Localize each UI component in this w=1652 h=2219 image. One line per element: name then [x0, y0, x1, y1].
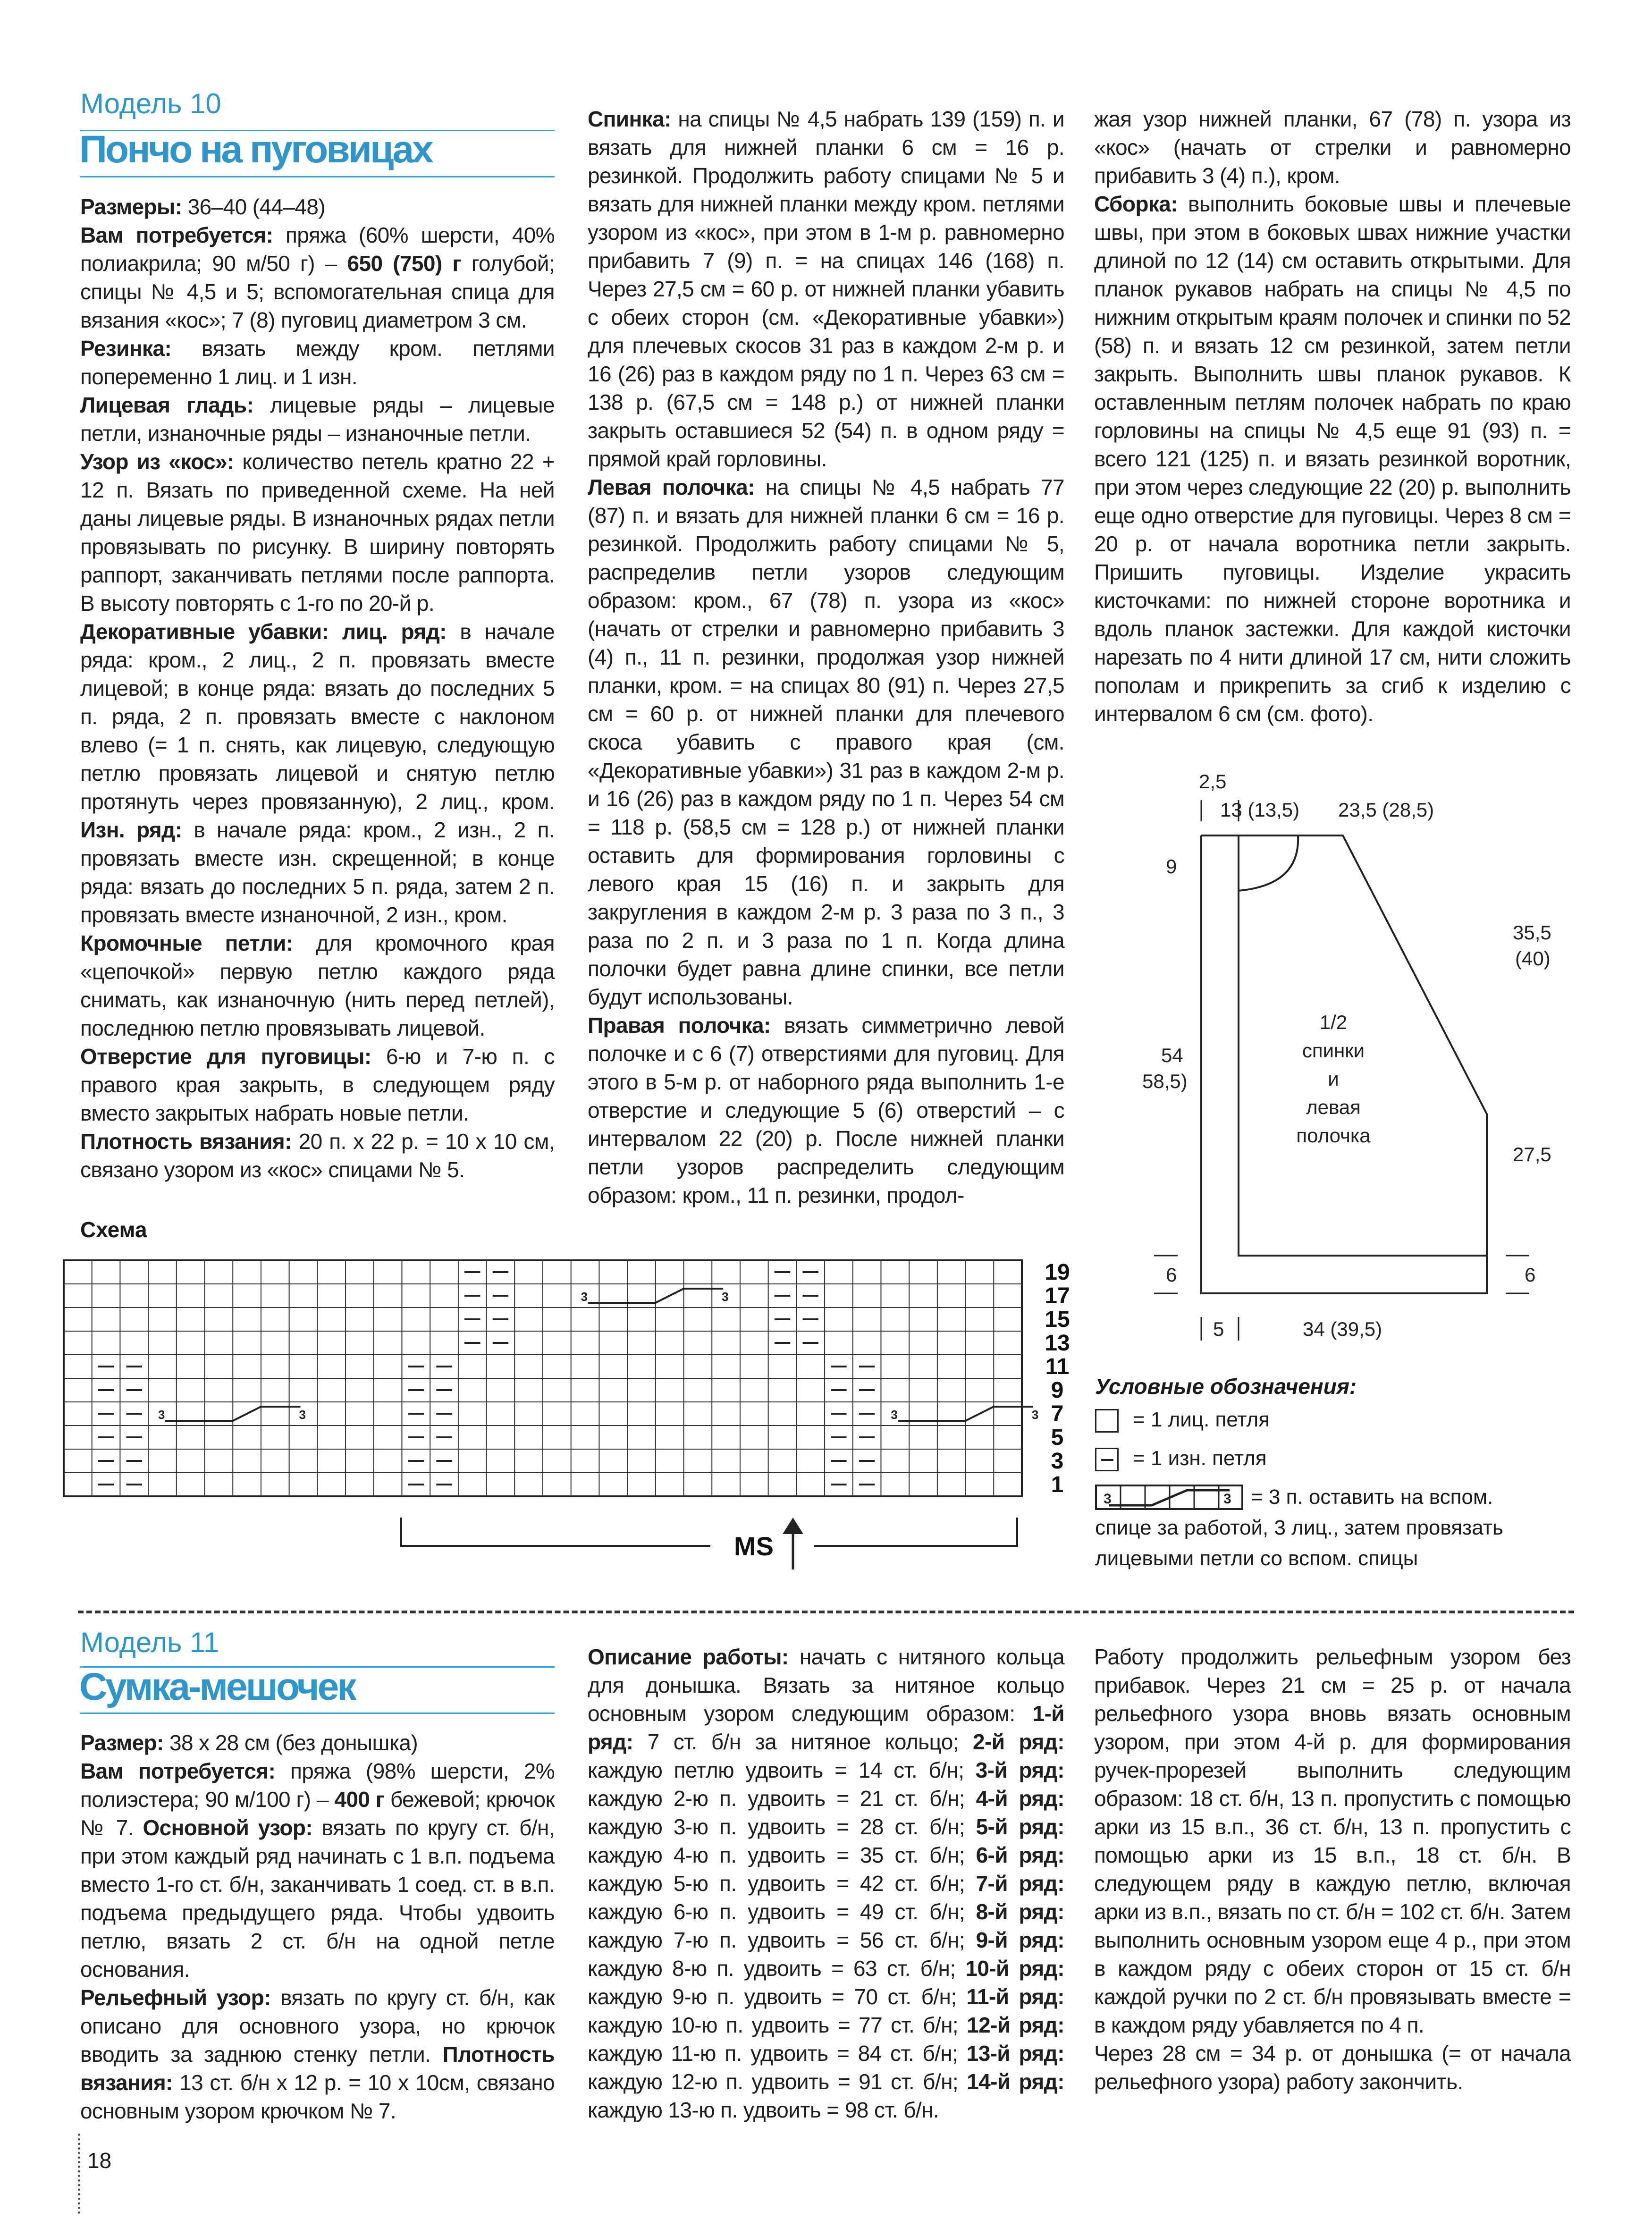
dim-top-c: 23,5 (28,5): [1338, 799, 1434, 821]
knit-stitch-symbol: [1095, 1409, 1119, 1433]
paragraph-text: на спицы № 4,5 набрать 139 (159) п. и вязать для нижней планки 6 см = 16 р. резинкой. Продолжить работу спицами № 5 и вязать для нижней планки между кром. петлями узором из «кос», при этом в 1-м р. равномерно прибавить 7 (9) п. = на спицах 146 (168) п. Через 27,5 см = 60 р. от нижней планки убавить с обеих сторон (см. «Декоративные убавки») для плечевых скосов 31 раз в каждом 2-м р. и 16 (26) раз в каждом ряду по 1 п. Через 63 см = 138 р. (67,5 см = 148 р.) от нижней планки закрыть оставшиеся 52 (54) п. в одном ряду = прямой край горловины.: [588, 107, 1064, 471]
bold-term: Рельефный узор:: [80, 1985, 271, 2010]
paragraph: [588, 1643, 1064, 2124]
model11-column-1: [80, 1729, 555, 2125]
bold-term: Изн. ряд:: [80, 818, 182, 842]
paragraph: [80, 1127, 555, 1184]
schema-row-number: 13: [1045, 1331, 1070, 1356]
legend-title: Условные обозначения:: [1095, 1374, 1357, 1399]
paragraph-text: каждую петлю удвоить = 14 ст. б/н;: [588, 1758, 976, 1782]
bold-term: Плотность вязания:: [80, 2042, 555, 2095]
paragraph-text: каждую 3-ю п. удвоить = 28 ст. б/н;: [588, 1814, 976, 1839]
paragraph: [80, 193, 555, 221]
cable-symbol-num-right: 3: [1223, 1491, 1231, 1507]
bold-term: 14-й ряд:: [967, 2069, 1065, 2094]
dim-bottom-b: 34 (39,5): [1303, 1318, 1382, 1340]
paragraph-text: пряжа (98% шерсти, 2% полиэстера; 90 м/100 г) –: [80, 1759, 555, 1812]
cable-count-label: 3: [891, 1408, 898, 1422]
paragraph-text: 7 ст. б/н за нитяное кольцо;: [633, 1730, 973, 1754]
paragraph: [588, 473, 1064, 1011]
dim-top-b: 13 (13,5): [1220, 799, 1300, 821]
paragraph-text: количество петель кратно 22 + 12 п. Вязать по приведенной схеме. На ней даны лицевые ряды. В изнаночных рядах петли провязывать по рисунку. В ширину повторять раппорт, заканчивать петлями после раппорта. В высоту повторять с 1-го по 20-й р.: [80, 449, 555, 616]
schema-row-number: 9: [1051, 1378, 1064, 1403]
paragraph: [80, 1042, 555, 1127]
legend-cable-2: спице за работой, 3 лиц., затем провязать: [1095, 1516, 1503, 1539]
section-divider: [78, 1611, 1574, 1613]
paragraph-text: каждую 5-ю п. удвоить = 42 ст. б/н;: [588, 1871, 976, 1896]
paragraph: [588, 1011, 1064, 1209]
paragraph-text: Через 28 см = 34 р. от донышка (= от начала рельефного узора) работу закончить.: [1094, 2041, 1571, 2094]
schema-ms-bracket: [401, 1518, 1017, 1569]
diagram-center-3: и: [1328, 1068, 1339, 1090]
dim-right-a2: (40): [1515, 947, 1551, 970]
legend-cable-1: = 3 п. оставить на вспом.: [1251, 1485, 1493, 1509]
bold-term: 2-й ряд:: [973, 1730, 1065, 1754]
dim-right-b: 27,5: [1513, 1143, 1551, 1165]
bold-term: Основной узор:: [143, 1815, 313, 1840]
paragraph-text: 6-ю и 7-ю п. с правого края закрыть, в следующем ряду вместо закрытых набрать новые петли.: [80, 1044, 555, 1125]
bold-term: Вам потребуется:: [80, 223, 273, 247]
dim-left-b: 54: [1161, 1044, 1183, 1066]
paragraph-text: 38 х 28 см (без донышка): [163, 1730, 418, 1755]
paragraph-text: для кромочного края «цепочкой» первую петлю каждого ряда снимать, как изнаночную (нить перед петлей), последнюю петлю провязывать лицевой.: [80, 931, 555, 1040]
purl-stitch-symbol: [1095, 1448, 1119, 1471]
paragraph: [1094, 1643, 1571, 2039]
paragraph-text: пряжа (60% шерсти, 40% полиакрила; 90 м/50 г) –: [80, 223, 555, 276]
paragraph: [80, 929, 555, 1042]
schema-row-number: 1: [1051, 1472, 1064, 1497]
bold-term: 5-й ряд:: [976, 1814, 1064, 1839]
paragraph-text: каждую 9-ю п. удвоить = 70 ст. б/н;: [588, 1984, 967, 2009]
diagram-center-2: спинки: [1302, 1039, 1365, 1062]
cable-count-label: 3: [722, 1290, 729, 1304]
bold-term: Левая полочка:: [588, 475, 755, 499]
paragraph-text: лицевые ряды – лицевые петли, изнаночные ряды – изнаночные петли.: [80, 393, 555, 446]
paragraph-text: начать с нитяного кольца для донышка. Вязать за нитяное кольцо основным узором следующим образом:: [588, 1645, 1064, 1726]
dim-left-c: 6: [1166, 1264, 1177, 1286]
cable-symbol-num-left: 3: [1104, 1491, 1112, 1507]
dim-left-a: 9: [1166, 855, 1177, 877]
paragraph: [80, 617, 555, 929]
bold-term: Сборка:: [1094, 192, 1178, 216]
bold-term: Вам потребуется:: [80, 1759, 276, 1783]
schema-row-number: 7: [1051, 1401, 1064, 1426]
dim-bottom-a: 5: [1213, 1318, 1224, 1340]
schema-row-number: 11: [1045, 1354, 1070, 1379]
legend-purl: = 1 изн. петля: [1133, 1447, 1267, 1470]
model10-column-3: [1094, 105, 1571, 728]
paragraph-text: каждую 13-ю п. удвоить = 98 ст. б/н.: [588, 2098, 939, 2122]
bold-term: Отверстие для пуговицы:: [80, 1044, 371, 1069]
bold-term: Кромочные петли:: [80, 931, 293, 955]
bold-term: Размеры:: [80, 194, 182, 219]
schema-ms-label: MS: [734, 1531, 774, 1561]
schema-row-number: 17: [1045, 1283, 1070, 1308]
legend-knit: = 1 лиц. петля: [1133, 1408, 1270, 1431]
paragraph-text: Работу продолжить рельефным узором без прибавок. Через 21 см = 25 р. от начала рельефного узора вновь вязать основным узором, при этом 4-й р. для формирования ручек-прорезей выполнить следующим образом: 18 ст. б/н, 13 п. пропустить с помощью арки из 15 в.п., 36 ст. б/н, 13 п. пропустить с помощью арки из 15 в.п., 18 ст. б/н. В следующем ряду в каждую петлю, включая арки из в.п., вязать по ст. б/н = 102 ст. б/н. Затем выполнить основным узором еще 4 р., при этом в каждом ряду с обеих сторон от 15 ст. б/н каждой ручки по 2 ст. б/н провязывать вместе = в каждом ряду убавляется по 4 п.: [1094, 1645, 1571, 2037]
model10-rule-bottom: [80, 176, 555, 177]
bold-term: 400 г: [334, 1787, 385, 1812]
page-edge-dots: [78, 2134, 80, 2214]
schema-title: Схема: [80, 1217, 147, 1242]
paragraph-text: каждую 11-ю п. удвоить = 84 ст. б/н;: [588, 2041, 967, 2066]
paragraph-text: каждую 7-ю п. удвоить = 56 ст. б/н;: [588, 1928, 976, 1952]
bold-term: Размер:: [80, 1730, 164, 1755]
bold-term: Резинка:: [80, 336, 172, 361]
model11-column-3: [1094, 1643, 1571, 2096]
bold-term: 12-й ряд:: [967, 2013, 1065, 2037]
model10-column-2: [588, 105, 1064, 1209]
page-number: 18: [87, 2148, 112, 2173]
poncho-schematic: [1128, 755, 1581, 1359]
dim-right-c: 6: [1525, 1264, 1536, 1286]
bold-term: 1-й ряд:: [588, 1701, 1064, 1754]
model10-column-1: [80, 193, 555, 1184]
dim-left-b2: 58,5): [1142, 1070, 1188, 1092]
bold-term: Описание работы:: [588, 1645, 789, 1669]
bold-term: Узор из «кос»:: [80, 449, 234, 474]
paragraph: [80, 334, 555, 391]
schema-row-number: 15: [1045, 1307, 1070, 1332]
dim-right-a: 35,5: [1513, 921, 1551, 944]
bold-term: 6-й ряд:: [976, 1843, 1064, 1867]
bold-term: 10-й ряд:: [965, 1956, 1064, 1981]
paragraph-text: каждую 8-ю п. удвоить = 63 ст. б/н;: [588, 1956, 966, 1981]
bold-term: 9-й ряд:: [976, 1928, 1064, 1952]
paragraph: [80, 1729, 555, 1757]
paragraph: [80, 447, 555, 617]
schema-row-numbers: [1045, 1260, 1070, 1497]
model10-label: Модель 10: [80, 88, 221, 119]
schema-row-number: 5: [1051, 1425, 1064, 1450]
cable-count-label: 3: [1031, 1408, 1039, 1422]
paragraph-text: каждую 4-ю п. удвоить = 35 ст. б/н;: [588, 1843, 976, 1867]
model11-label: Модель 11: [80, 1627, 219, 1658]
bold-term: 3-й ряд:: [975, 1758, 1065, 1782]
paragraph-text: на спицы № 4,5 набрать 77 (87) п. и вязать для нижней планки 6 см = 16 р. резинкой. Продолжить работу спицами № 5, распределив петли узоров следующим образом: кром., 67 (78) п. узора из «кос» (начать от стрелки и равномерно прибавить 3 (4) п., 11 п. резинки, продолжая узор нижней планки, кром. = на спицах 80 (91) п. Через 27,5 см = 60 р. от нижней планки для плечевого скоса убавить с правого края (см. «Декоративные убавки») 31 раз в каждом 2-м р. и 16 (26) раз в каждом ряду по 1 п. Через 54 см = 118 р. (58,5 см = 128 р.) от нижней планки оставить для формирования горловины с левого края 15 (16) п. и закрыть для закругления в каждом 2-м р. 3 раза по 3 п., 3 раза по 2 п. и 3 раза по 1 п. Когда длина полочки будет равна длине спинки, все петли будут использованы.: [588, 475, 1064, 1009]
bold-term: Лицевая гладь:: [80, 393, 254, 417]
model11-rule-bottom: [80, 1713, 555, 1714]
diagram-center-4: левая: [1306, 1096, 1361, 1118]
paragraph-text: вязать по кругу ст. б/н, как описано для основного узора, но крючок вводить за заднюю стенку петли.: [80, 1985, 555, 2067]
model10-title: Пончо на пуговицах: [79, 128, 432, 171]
paragraph-text: 20 п. х 22 р. = 10 х 10 см, связано узором из «кос» спицами № 5.: [80, 1129, 555, 1182]
schema-grid: [64, 1260, 1022, 1496]
paragraph-text: жая узор нижней планки, 67 (78) п. узора из «кос» (начать от стрелки и равномерно прибавить 3 (4) п.), кром.: [1094, 107, 1571, 188]
bold-term: Плотность вязания:: [80, 1129, 292, 1154]
paragraph: [1094, 2039, 1571, 2096]
paragraph-text: каждую 6-ю п. удвоить = 49 ст. б/н;: [588, 1899, 976, 1924]
paragraph-text: голубой; спицы № 4,5 и 5; вспомогательная спица для вязания «кос»; 7 (8) пуговиц диаметром 3 см.: [80, 251, 555, 332]
bold-term: 13-й ряд:: [966, 2041, 1064, 2066]
cable-symbol: [1095, 1485, 1246, 1511]
paragraph: [1094, 105, 1571, 190]
paragraph-text: вязать между кром. петлями попеременно 1 лиц. и 1 изн.: [80, 336, 555, 389]
model11-title: Сумка-мешочек: [79, 1665, 355, 1708]
legend-cable-3: лицевыми петли со вспом. спицы: [1095, 1547, 1418, 1570]
paragraph-text: каждую 10-ю п. удвоить = 77 ст. б/н;: [588, 2013, 967, 2037]
model11-column-2: [588, 1643, 1064, 2124]
paragraph-text: 36–40 (44–48): [182, 194, 326, 219]
paragraph-text: 13 ст. б/н х 12 р. = 10 х 10см, связано основным узором крючком № 7.: [80, 2070, 555, 2123]
schema-row-number: 19: [1045, 1260, 1070, 1285]
bold-term: 8-й ряд:: [976, 1899, 1064, 1924]
paragraph: [80, 221, 555, 334]
paragraph-text: вязать по кругу ст. б/н, при этом каждый ряд начинать с 1 в.п. подъема вместо 1-го ст. б/н, заканчивать 1 соед. ст. в в.п. подъема предыдущего ряда. Чтобы удвоить петлю, вязать 2 ст. б/н на одной петле основания.: [80, 1815, 555, 1982]
cable-count-label: 3: [299, 1408, 306, 1422]
paragraph-text: вязать симметрично левой полочке и с 6 (7) отверстиями для пуговиц. Для этого в 5-м р. от наборного ряда выполнить 1-е отверстие и следующие 5 (6) отверстий – с интервалом 22 (20) р. После нижней планки петли узоров распределить следующим образом: кром., 11 п. резинки, продол-: [588, 1013, 1064, 1207]
bold-term: 650 (750) г: [347, 251, 461, 276]
paragraph: [80, 391, 555, 447]
bold-term: Декоративные убавки: лиц. ряд:: [80, 619, 447, 644]
paragraph: [80, 1757, 555, 1983]
schema-row-number: 3: [1051, 1449, 1064, 1474]
paragraph-text: бежевой; крючок № 7.: [80, 1787, 555, 1840]
diagram-center-5: полочка: [1296, 1124, 1371, 1147]
dim-top-a: 2,5: [1199, 770, 1227, 793]
paragraph: [80, 1983, 555, 2125]
paragraph-text: каждую 2-ю п. удвоить = 21 ст. б/н;: [588, 1786, 976, 1811]
knitting-schema-chart: [59, 1253, 1116, 1584]
paragraph: [1094, 190, 1571, 728]
bold-term: Правая полочка:: [588, 1013, 771, 1038]
diagram-center-1: 1/2: [1319, 1011, 1348, 1033]
bold-term: 7-й ряд:: [976, 1871, 1064, 1896]
cable-count-label: 3: [581, 1290, 588, 1304]
bold-term: 4-й ряд:: [976, 1786, 1064, 1811]
cable-count-label: 3: [158, 1408, 165, 1422]
paragraph: [588, 105, 1064, 473]
bold-term: 11-й ряд:: [966, 1984, 1064, 2009]
paragraph-text: в начале ряда: кром., 2 лиц., 2 п. провязать вместе лицевой; в конце ряда: вязать до последних 5 п. ряда, 2 п. провязать вместе с наклоном влево (= 1 п. снять, как лицевую, следующую петлю провязать лицевой и снятую петлю протянуть через провязанную), 2 лиц., кром.: [80, 619, 555, 814]
paragraph-text: в начале ряда: кром., 2 изн., 2 п. провязать вместе изн. скрещенной; в конце ряда: вязать до последних 5 п. ряда, затем 2 п. провязать вместе изнаночной, 2 изн., кром.: [80, 818, 555, 927]
paragraph-text: выполнить боковые швы и плечевые швы, при этом в боковых швах нижние участки длиной по 12 (14) см оставить открытыми. Для планок рукавов набрать на спицы № 4,5 по нижним открытым краям полочек и спинки по 52 (58) п. и вязать 12 см резинкой, затем петли закрыть. Выполнить швы планок рукавов. К оставленным петлям полочек набрать по краю горловины на спицы № 4,5 еще 91 (93) п. = всего 121 (125) п. и вязать резинкой воротник, при этом через следующие 22 (20) р. выполнить еще одно отверстие для пуговицы. Через 8 см = 20 р. от начала воротника петли закрыть. Пришить пуговицы. Изделие украсить кисточками: по нижней стороне воротника и вдоль планок застежки. Для каждой кисточки нарезать по 4 нити длиной 17 см, нити сложить пополам и прикрепить за сгиб к изделию с интервалом 6 см (см. фото).: [1094, 192, 1571, 726]
bold-term: Спинка:: [588, 107, 671, 131]
paragraph-text: каждую 12-ю п. удвоить = 91 ст. б/н;: [588, 2069, 967, 2094]
